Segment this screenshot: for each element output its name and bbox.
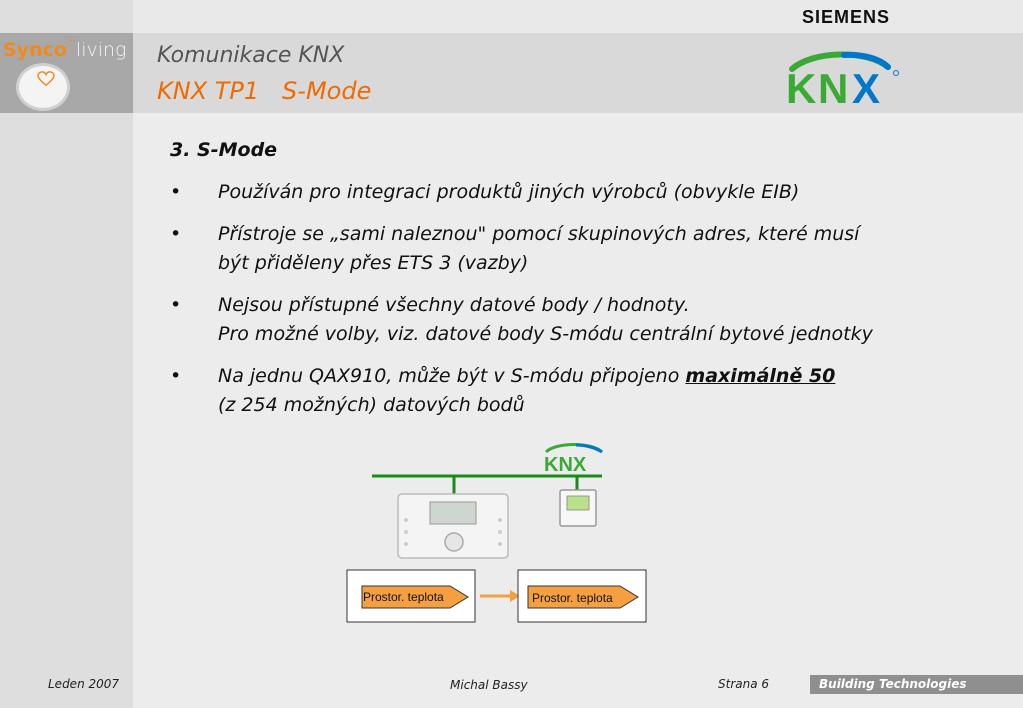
- knx-small-logo-icon: [544, 445, 602, 477]
- logo-living: living: [75, 39, 127, 61]
- bullet-text: Pro možné volby, viz. datové body S-módu centrální bytové jednotky: [218, 323, 873, 345]
- footer-division-bar: [810, 675, 1023, 694]
- room-unit-device: [560, 490, 596, 526]
- left-datapoint-label: Prostor. teplota: [363, 590, 444, 604]
- svg-text:N: N: [818, 65, 849, 109]
- central-unit-device: [398, 494, 508, 558]
- footer-page-number: Strana 6: [718, 677, 770, 691]
- svg-text:X: X: [852, 65, 881, 109]
- heart-icon: [37, 71, 55, 87]
- footer-division: Building Technologies: [819, 677, 967, 691]
- slide-subtitle: KNX TP1 S-Mode: [157, 77, 372, 105]
- knx-diagram: [340, 440, 670, 630]
- bullet-dot: •: [170, 294, 182, 316]
- bullet-text: být přiděleny přes ETS 3 (vazby): [218, 252, 529, 274]
- bullet-text: Používán pro integraci produktů jiných výrobců (obvykle EIB): [218, 181, 800, 203]
- bullet-dot: •: [170, 365, 182, 387]
- siemens-brand: SIEMENS: [801, 7, 890, 27]
- bullet-text-plain: Na jednu QAX910, může být v S-módu připojeno: [218, 365, 686, 387]
- knx-logo-icon: [784, 47, 904, 109]
- logo-wordmark: [3, 39, 126, 61]
- bullet-text: (z 254 možných) datových bodů: [218, 394, 525, 416]
- right-datapoint-label: Prostor. teplota: [532, 591, 613, 605]
- bullet-text: Přístroje se „sami naleznou" pomocí skupinových adres, které musí: [218, 223, 860, 245]
- footer-date: Leden 2007: [48, 677, 120, 691]
- synco-living-logo: [0, 33, 133, 113]
- bullet-dot: •: [170, 223, 182, 245]
- logo-tm: ™: [66, 39, 76, 49]
- bullet-dot: •: [170, 181, 182, 203]
- bullet-text: Nejsou přístupné všechny datové body / hodnoty.: [218, 294, 690, 316]
- section-title: 3. S-Mode: [170, 139, 278, 161]
- bullet-text: [218, 362, 835, 391]
- logo-synco: Synco: [3, 39, 67, 61]
- slide-title: Komunikace KNX: [157, 43, 345, 68]
- bullet-text-emphasis: maximálně 50: [685, 365, 836, 387]
- knx-small-label: KNX: [544, 454, 587, 476]
- svg-text:K: K: [786, 65, 817, 109]
- footer-author: Michal Bassy: [450, 678, 528, 692]
